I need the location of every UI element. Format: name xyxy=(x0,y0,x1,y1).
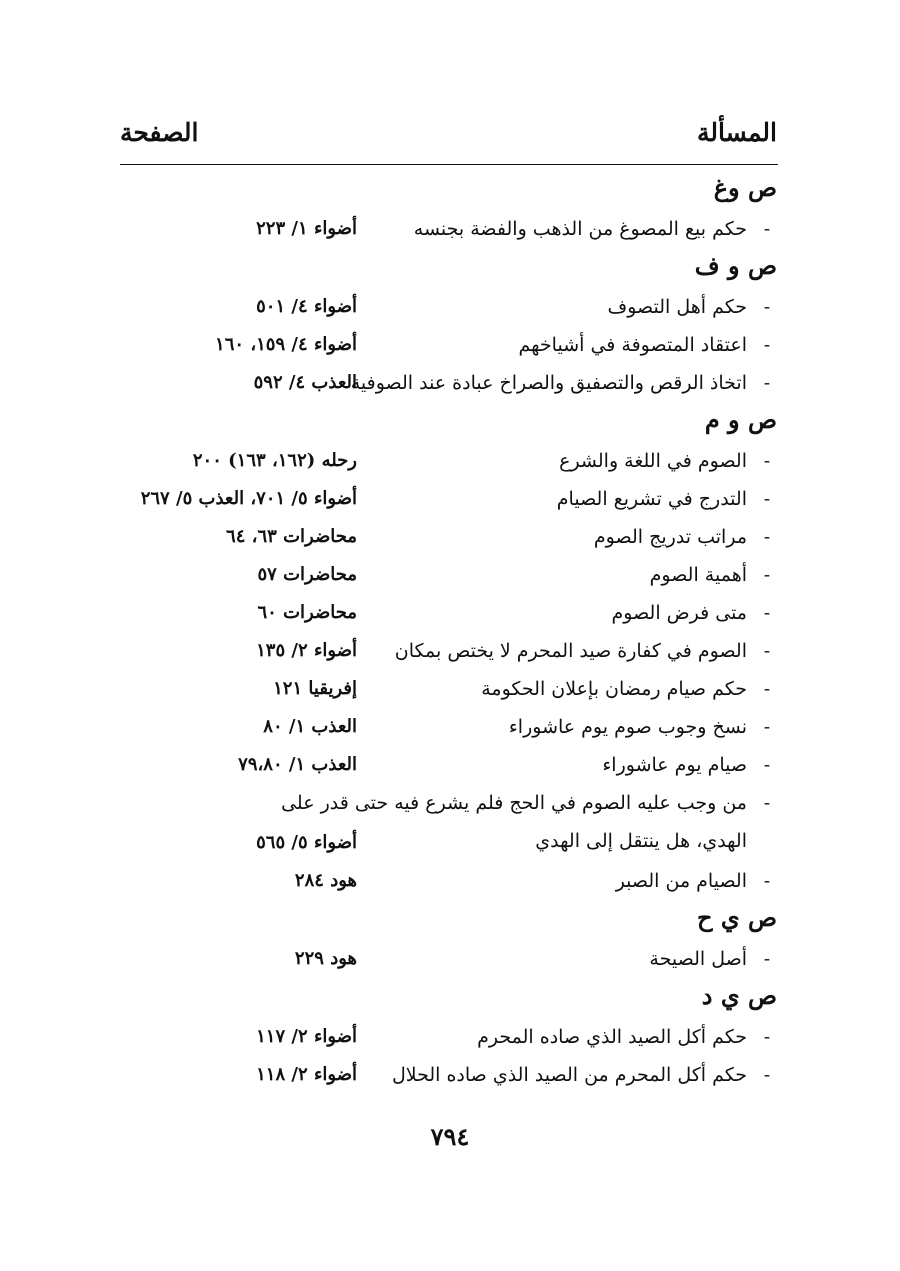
entry-topic: نسخ وجوب صوم يوم عاشوراء xyxy=(508,716,747,738)
dash-marker: - xyxy=(763,792,771,814)
entry-topic: حكم أهل التصوف xyxy=(607,296,747,318)
column-header xyxy=(120,118,777,158)
list-item xyxy=(120,632,777,670)
list-item xyxy=(120,326,777,364)
list-item xyxy=(120,1056,777,1094)
page-number: ٧٩٤ xyxy=(430,1122,470,1151)
list-item xyxy=(120,364,777,402)
dash-marker: - xyxy=(763,218,771,240)
list-item xyxy=(120,442,777,480)
list-item xyxy=(120,518,777,556)
entry-topic: التدرج في تشريع الصيام xyxy=(556,488,747,510)
dash-marker: - xyxy=(763,1026,771,1048)
root-heading: ص ي د xyxy=(701,981,777,1010)
list-item xyxy=(120,594,777,632)
entry-reference: إفريقيا ١٢١ xyxy=(273,678,357,699)
list-item xyxy=(120,940,777,978)
dash-marker: - xyxy=(763,296,771,318)
list-item xyxy=(120,210,777,248)
dash-marker: - xyxy=(763,334,771,356)
entry-reference: أضواء ٥/ ٧٠١، العذب ٥/ ٢٦٧ xyxy=(140,488,357,509)
list-item xyxy=(120,1018,777,1056)
dash-marker: - xyxy=(763,488,771,510)
list-item xyxy=(120,784,777,862)
entry-reference: هود ٢٨٤ xyxy=(294,870,357,891)
list-item xyxy=(120,708,777,746)
list-item xyxy=(120,746,777,784)
entry-topic: مراتب تدريج الصوم xyxy=(593,526,747,548)
index-list xyxy=(120,170,777,1094)
entry-reference: محاضرات ٦٣، ٦٤ xyxy=(226,526,357,547)
list-item xyxy=(120,480,777,518)
list-item xyxy=(120,670,777,708)
dash-marker: - xyxy=(763,640,771,662)
entry-topic: حكم بيع المصوغ من الذهب والفضة بجنسه xyxy=(413,218,747,240)
entry-topic-line-2: الهدي، هل ينتقل إلى الهدي xyxy=(535,830,747,852)
entry-reference: أضواء ٢/ ١١٨ xyxy=(256,1064,357,1085)
list-item xyxy=(120,862,777,900)
entry-topic: اتخاذ الرقص والتصفيق والصراخ عبادة عند الصوفية xyxy=(350,372,747,394)
dash-marker: - xyxy=(763,948,771,970)
entry-reference: أضواء ١/ ٢٢٣ xyxy=(256,218,357,239)
issue-column-title: المسألة xyxy=(697,118,777,147)
dash-marker: - xyxy=(763,602,771,624)
dash-marker: - xyxy=(763,450,771,472)
header-divider xyxy=(120,164,778,165)
entry-reference: أضواء ٢/ ١٣٥ xyxy=(256,640,357,661)
entry-topic: أهمية الصوم xyxy=(649,564,747,586)
dash-marker: - xyxy=(763,1064,771,1086)
entry-reference: أضواء ٢/ ١١٧ xyxy=(256,1026,357,1047)
list-item xyxy=(120,288,777,326)
entry-reference: أضواء ٤/ ٥٠١ xyxy=(256,296,357,317)
entry-topic: أصل الصيحة xyxy=(649,948,747,970)
dash-marker: - xyxy=(763,716,771,738)
dash-marker: - xyxy=(763,678,771,700)
entry-topic: حكم أكل الصيد الذي صاده المحرم xyxy=(477,1026,747,1048)
dash-marker: - xyxy=(763,372,771,394)
entry-reference: محاضرات ٥٧ xyxy=(257,564,357,585)
entry-topic: الصوم في كفارة صيد المحرم لا يختص بمكان xyxy=(394,640,747,662)
entry-reference: العذب ١/ ٧٩،٨٠ xyxy=(238,754,357,775)
entry-reference: أضواء ٥/ ٥٦٥ xyxy=(256,832,357,853)
entry-topic-line-1: من وجب عليه الصوم في الحج فلم يشرع فيه حتى قدر على xyxy=(281,792,747,814)
entry-topic: الصيام من الصبر xyxy=(615,870,747,892)
entry-reference: أضواء ٤/ ١٥٩، ١٦٠ xyxy=(215,334,357,355)
list-item xyxy=(120,556,777,594)
root-heading: ص وغ xyxy=(713,173,777,202)
dash-marker: - xyxy=(763,526,771,548)
dash-marker: - xyxy=(763,754,771,776)
entry-topic: متى فرض الصوم xyxy=(611,602,747,624)
entry-reference: العذب ٤/ ٥٩٢ xyxy=(253,372,357,393)
root-heading: ص و ف xyxy=(694,251,777,280)
root-heading: ص ي ح xyxy=(696,903,777,932)
root-heading: ص و م xyxy=(704,405,777,434)
entry-topic: الصوم في اللغة والشرع xyxy=(559,450,747,472)
dash-marker: - xyxy=(763,564,771,586)
entry-reference: رحله (١٦٢، ١٦٣) ٢٠٠ xyxy=(192,450,357,471)
dash-marker: - xyxy=(763,870,771,892)
entry-reference: محاضرات ٦٠ xyxy=(257,602,357,623)
entry-reference: العذب ١/ ٨٠ xyxy=(263,716,357,737)
entry-topic: حكم صيام رمضان بإعلان الحكومة xyxy=(481,678,747,700)
entry-topic: صيام يوم عاشوراء xyxy=(602,754,747,776)
entry-reference: هود ٢٢٩ xyxy=(294,948,357,969)
entry-topic: حكم أكل المحرم من الصيد الذي صاده الحلال xyxy=(391,1064,747,1086)
page-column-title: الصفحة xyxy=(120,118,199,147)
entry-topic: اعتقاد المتصوفة في أشياخهم xyxy=(518,334,747,356)
